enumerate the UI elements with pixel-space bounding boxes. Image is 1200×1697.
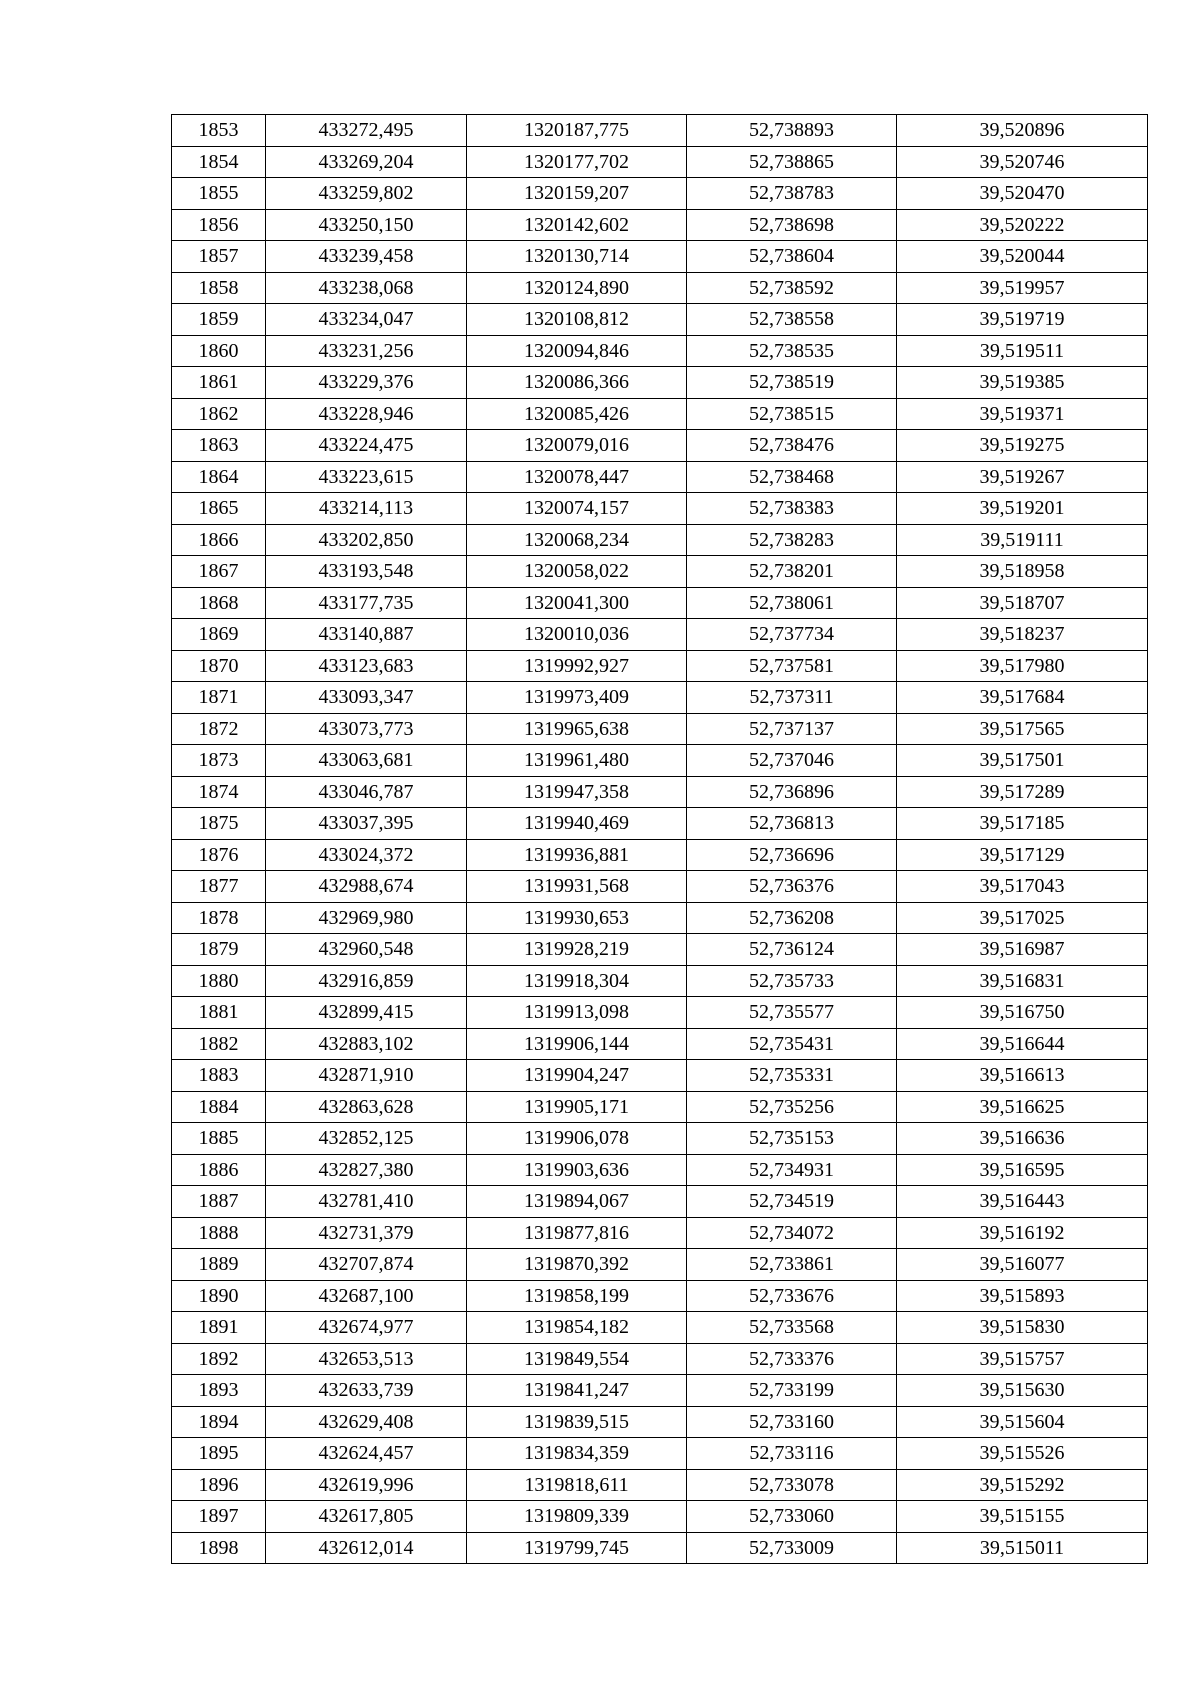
latitude-cell: 52,733060 (687, 1501, 897, 1533)
point-number-cell: 1855 (172, 178, 266, 210)
table-row (172, 146, 1148, 178)
latitude-cell: 52,735431 (687, 1028, 897, 1060)
table-row (172, 997, 1148, 1029)
longitude-cell: 39,516595 (897, 1154, 1148, 1186)
longitude-cell: 39,517129 (897, 839, 1148, 871)
longitude-cell: 39,518958 (897, 556, 1148, 588)
x-coordinate-cell: 432863,628 (266, 1091, 467, 1123)
latitude-cell: 52,738558 (687, 304, 897, 336)
x-coordinate-cell: 433063,681 (266, 745, 467, 777)
coordinates-table-body (172, 115, 1148, 1564)
latitude-cell: 52,738468 (687, 461, 897, 493)
table-row (172, 398, 1148, 430)
point-number-cell: 1879 (172, 934, 266, 966)
table-row (172, 335, 1148, 367)
y-coordinate-cell: 1319965,638 (467, 713, 687, 745)
longitude-cell: 39,516750 (897, 997, 1148, 1029)
y-coordinate-cell: 1319906,144 (467, 1028, 687, 1060)
longitude-cell: 39,519957 (897, 272, 1148, 304)
latitude-cell: 52,738515 (687, 398, 897, 430)
longitude-cell: 39,517185 (897, 808, 1148, 840)
table-row (172, 1343, 1148, 1375)
longitude-cell: 39,517565 (897, 713, 1148, 745)
longitude-cell: 39,520470 (897, 178, 1148, 210)
x-coordinate-cell: 433272,495 (266, 115, 467, 147)
point-number-cell: 1882 (172, 1028, 266, 1060)
point-number-cell: 1859 (172, 304, 266, 336)
x-coordinate-cell: 432969,980 (266, 902, 467, 934)
latitude-cell: 52,736696 (687, 839, 897, 871)
x-coordinate-cell: 433239,458 (266, 241, 467, 273)
table-row (172, 965, 1148, 997)
latitude-cell: 52,734072 (687, 1217, 897, 1249)
table-row (172, 1501, 1148, 1533)
latitude-cell: 52,738201 (687, 556, 897, 588)
table-row (172, 1123, 1148, 1155)
point-number-cell: 1866 (172, 524, 266, 556)
x-coordinate-cell: 433250,150 (266, 209, 467, 241)
longitude-cell: 39,516192 (897, 1217, 1148, 1249)
point-number-cell: 1864 (172, 461, 266, 493)
point-number-cell: 1863 (172, 430, 266, 462)
latitude-cell: 52,737734 (687, 619, 897, 651)
table-row (172, 493, 1148, 525)
longitude-cell: 39,520222 (897, 209, 1148, 241)
point-number-cell: 1881 (172, 997, 266, 1029)
latitude-cell: 52,733376 (687, 1343, 897, 1375)
point-number-cell: 1887 (172, 1186, 266, 1218)
latitude-cell: 52,738283 (687, 524, 897, 556)
y-coordinate-cell: 1320130,714 (467, 241, 687, 273)
table-row (172, 713, 1148, 745)
latitude-cell: 52,733078 (687, 1469, 897, 1501)
latitude-cell: 52,736208 (687, 902, 897, 934)
longitude-cell: 39,520746 (897, 146, 1148, 178)
x-coordinate-cell: 433231,256 (266, 335, 467, 367)
table-row (172, 1280, 1148, 1312)
y-coordinate-cell: 1320108,812 (467, 304, 687, 336)
latitude-cell: 52,733116 (687, 1438, 897, 1470)
latitude-cell: 52,738061 (687, 587, 897, 619)
table-row (172, 682, 1148, 714)
table-row (172, 178, 1148, 210)
y-coordinate-cell: 1319905,171 (467, 1091, 687, 1123)
longitude-cell: 39,516644 (897, 1028, 1148, 1060)
y-coordinate-cell: 1320094,846 (467, 335, 687, 367)
table-row (172, 1375, 1148, 1407)
longitude-cell: 39,515155 (897, 1501, 1148, 1533)
point-number-cell: 1860 (172, 335, 266, 367)
y-coordinate-cell: 1319839,515 (467, 1406, 687, 1438)
table-row (172, 619, 1148, 651)
x-coordinate-cell: 433214,113 (266, 493, 467, 525)
latitude-cell: 52,735331 (687, 1060, 897, 1092)
x-coordinate-cell: 432624,457 (266, 1438, 467, 1470)
x-coordinate-cell: 432731,379 (266, 1217, 467, 1249)
longitude-cell: 39,515757 (897, 1343, 1148, 1375)
longitude-cell: 39,516987 (897, 934, 1148, 966)
y-coordinate-cell: 1320085,426 (467, 398, 687, 430)
latitude-cell: 52,736813 (687, 808, 897, 840)
x-coordinate-cell: 432674,977 (266, 1312, 467, 1344)
point-number-cell: 1854 (172, 146, 266, 178)
table-row (172, 1438, 1148, 1470)
table-row (172, 430, 1148, 462)
y-coordinate-cell: 1319877,816 (467, 1217, 687, 1249)
point-number-cell: 1853 (172, 115, 266, 147)
point-number-cell: 1890 (172, 1280, 266, 1312)
point-number-cell: 1888 (172, 1217, 266, 1249)
table-row (172, 1091, 1148, 1123)
y-coordinate-cell: 1320177,702 (467, 146, 687, 178)
longitude-cell: 39,515830 (897, 1312, 1148, 1344)
x-coordinate-cell: 433140,887 (266, 619, 467, 651)
table-row (172, 1406, 1148, 1438)
point-number-cell: 1891 (172, 1312, 266, 1344)
latitude-cell: 52,738865 (687, 146, 897, 178)
table-row (172, 304, 1148, 336)
longitude-cell: 39,519719 (897, 304, 1148, 336)
y-coordinate-cell: 1319930,653 (467, 902, 687, 934)
y-coordinate-cell: 1319858,199 (467, 1280, 687, 1312)
longitude-cell: 39,519511 (897, 335, 1148, 367)
y-coordinate-cell: 1320041,300 (467, 587, 687, 619)
latitude-cell: 52,735153 (687, 1123, 897, 1155)
latitude-cell: 52,738592 (687, 272, 897, 304)
latitude-cell: 52,733199 (687, 1375, 897, 1407)
x-coordinate-cell: 432852,125 (266, 1123, 467, 1155)
latitude-cell: 52,736896 (687, 776, 897, 808)
x-coordinate-cell: 433238,068 (266, 272, 467, 304)
table-row (172, 272, 1148, 304)
point-number-cell: 1861 (172, 367, 266, 399)
y-coordinate-cell: 1320074,157 (467, 493, 687, 525)
latitude-cell: 52,738783 (687, 178, 897, 210)
y-coordinate-cell: 1319931,568 (467, 871, 687, 903)
point-number-cell: 1892 (172, 1343, 266, 1375)
table-row (172, 367, 1148, 399)
y-coordinate-cell: 1320159,207 (467, 178, 687, 210)
table-row (172, 745, 1148, 777)
y-coordinate-cell: 1320010,036 (467, 619, 687, 651)
point-number-cell: 1858 (172, 272, 266, 304)
latitude-cell: 52,736124 (687, 934, 897, 966)
y-coordinate-cell: 1319903,636 (467, 1154, 687, 1186)
point-number-cell: 1869 (172, 619, 266, 651)
longitude-cell: 39,516831 (897, 965, 1148, 997)
table-row (172, 1217, 1148, 1249)
y-coordinate-cell: 1319841,247 (467, 1375, 687, 1407)
longitude-cell: 39,515630 (897, 1375, 1148, 1407)
x-coordinate-cell: 432988,674 (266, 871, 467, 903)
longitude-cell: 39,517501 (897, 745, 1148, 777)
y-coordinate-cell: 1319849,554 (467, 1343, 687, 1375)
longitude-cell: 39,520896 (897, 115, 1148, 147)
x-coordinate-cell: 433229,376 (266, 367, 467, 399)
latitude-cell: 52,733676 (687, 1280, 897, 1312)
longitude-cell: 39,517684 (897, 682, 1148, 714)
longitude-cell: 39,519275 (897, 430, 1148, 462)
point-number-cell: 1862 (172, 398, 266, 430)
table-row (172, 524, 1148, 556)
y-coordinate-cell: 1320058,022 (467, 556, 687, 588)
table-row (172, 556, 1148, 588)
y-coordinate-cell: 1319870,392 (467, 1249, 687, 1281)
latitude-cell: 52,738604 (687, 241, 897, 273)
latitude-cell: 52,733568 (687, 1312, 897, 1344)
x-coordinate-cell: 432899,415 (266, 997, 467, 1029)
longitude-cell: 39,517025 (897, 902, 1148, 934)
latitude-cell: 52,738535 (687, 335, 897, 367)
point-number-cell: 1883 (172, 1060, 266, 1092)
point-number-cell: 1889 (172, 1249, 266, 1281)
longitude-cell: 39,517289 (897, 776, 1148, 808)
x-coordinate-cell: 432916,859 (266, 965, 467, 997)
y-coordinate-cell: 1319992,927 (467, 650, 687, 682)
point-number-cell: 1894 (172, 1406, 266, 1438)
latitude-cell: 52,738519 (687, 367, 897, 399)
x-coordinate-cell: 433093,347 (266, 682, 467, 714)
x-coordinate-cell: 432871,910 (266, 1060, 467, 1092)
latitude-cell: 52,738383 (687, 493, 897, 525)
y-coordinate-cell: 1320079,016 (467, 430, 687, 462)
y-coordinate-cell: 1319940,469 (467, 808, 687, 840)
point-number-cell: 1868 (172, 587, 266, 619)
table-row (172, 115, 1148, 147)
point-number-cell: 1872 (172, 713, 266, 745)
longitude-cell: 39,518237 (897, 619, 1148, 651)
y-coordinate-cell: 1320068,234 (467, 524, 687, 556)
y-coordinate-cell: 1319834,359 (467, 1438, 687, 1470)
y-coordinate-cell: 1319918,304 (467, 965, 687, 997)
y-coordinate-cell: 1319913,098 (467, 997, 687, 1029)
point-number-cell: 1875 (172, 808, 266, 840)
latitude-cell: 52,733861 (687, 1249, 897, 1281)
latitude-cell: 52,738476 (687, 430, 897, 462)
y-coordinate-cell: 1320124,890 (467, 272, 687, 304)
table-row (172, 1249, 1148, 1281)
x-coordinate-cell: 433228,946 (266, 398, 467, 430)
table-row (172, 241, 1148, 273)
point-number-cell: 1873 (172, 745, 266, 777)
x-coordinate-cell: 433259,802 (266, 178, 467, 210)
x-coordinate-cell: 433123,683 (266, 650, 467, 682)
longitude-cell: 39,520044 (897, 241, 1148, 273)
x-coordinate-cell: 432883,102 (266, 1028, 467, 1060)
point-number-cell: 1893 (172, 1375, 266, 1407)
longitude-cell: 39,516613 (897, 1060, 1148, 1092)
table-row (172, 776, 1148, 808)
y-coordinate-cell: 1319906,078 (467, 1123, 687, 1155)
table-row (172, 461, 1148, 493)
longitude-cell: 39,519267 (897, 461, 1148, 493)
latitude-cell: 52,737046 (687, 745, 897, 777)
table-row (172, 587, 1148, 619)
longitude-cell: 39,516636 (897, 1123, 1148, 1155)
point-number-cell: 1876 (172, 839, 266, 871)
longitude-cell: 39,519111 (897, 524, 1148, 556)
table-row (172, 934, 1148, 966)
x-coordinate-cell: 432619,996 (266, 1469, 467, 1501)
latitude-cell: 52,737137 (687, 713, 897, 745)
x-coordinate-cell: 433193,548 (266, 556, 467, 588)
longitude-cell: 39,519371 (897, 398, 1148, 430)
y-coordinate-cell: 1319928,219 (467, 934, 687, 966)
point-number-cell: 1874 (172, 776, 266, 808)
longitude-cell: 39,518707 (897, 587, 1148, 619)
x-coordinate-cell: 433202,850 (266, 524, 467, 556)
x-coordinate-cell: 432687,100 (266, 1280, 467, 1312)
x-coordinate-cell: 433024,372 (266, 839, 467, 871)
latitude-cell: 52,738698 (687, 209, 897, 241)
x-coordinate-cell: 433223,615 (266, 461, 467, 493)
latitude-cell: 52,737311 (687, 682, 897, 714)
longitude-cell: 39,515526 (897, 1438, 1148, 1470)
latitude-cell: 52,735256 (687, 1091, 897, 1123)
y-coordinate-cell: 1320078,447 (467, 461, 687, 493)
point-number-cell: 1867 (172, 556, 266, 588)
table-row (172, 808, 1148, 840)
longitude-cell: 39,516077 (897, 1249, 1148, 1281)
point-number-cell: 1880 (172, 965, 266, 997)
latitude-cell: 52,733009 (687, 1532, 897, 1564)
y-coordinate-cell: 1320086,366 (467, 367, 687, 399)
point-number-cell: 1857 (172, 241, 266, 273)
y-coordinate-cell: 1320142,602 (467, 209, 687, 241)
point-number-cell: 1897 (172, 1501, 266, 1533)
y-coordinate-cell: 1319961,480 (467, 745, 687, 777)
x-coordinate-cell: 432629,408 (266, 1406, 467, 1438)
x-coordinate-cell: 433224,475 (266, 430, 467, 462)
x-coordinate-cell: 432827,380 (266, 1154, 467, 1186)
latitude-cell: 52,737581 (687, 650, 897, 682)
latitude-cell: 52,735577 (687, 997, 897, 1029)
latitude-cell: 52,736376 (687, 871, 897, 903)
y-coordinate-cell: 1319854,182 (467, 1312, 687, 1344)
x-coordinate-cell: 432960,548 (266, 934, 467, 966)
table-row (172, 1532, 1148, 1564)
point-number-cell: 1878 (172, 902, 266, 934)
y-coordinate-cell: 1320187,775 (467, 115, 687, 147)
latitude-cell: 52,733160 (687, 1406, 897, 1438)
longitude-cell: 39,515011 (897, 1532, 1148, 1564)
x-coordinate-cell: 432617,805 (266, 1501, 467, 1533)
table-row (172, 902, 1148, 934)
point-number-cell: 1871 (172, 682, 266, 714)
x-coordinate-cell: 432612,014 (266, 1532, 467, 1564)
longitude-cell: 39,516443 (897, 1186, 1148, 1218)
longitude-cell: 39,515893 (897, 1280, 1148, 1312)
table-row (172, 209, 1148, 241)
table-row (172, 1186, 1148, 1218)
x-coordinate-cell: 433073,773 (266, 713, 467, 745)
x-coordinate-cell: 433234,047 (266, 304, 467, 336)
y-coordinate-cell: 1319904,247 (467, 1060, 687, 1092)
y-coordinate-cell: 1319799,745 (467, 1532, 687, 1564)
point-number-cell: 1856 (172, 209, 266, 241)
longitude-cell: 39,515604 (897, 1406, 1148, 1438)
longitude-cell: 39,516625 (897, 1091, 1148, 1123)
latitude-cell: 52,735733 (687, 965, 897, 997)
table-row (172, 1028, 1148, 1060)
point-number-cell: 1865 (172, 493, 266, 525)
x-coordinate-cell: 433037,395 (266, 808, 467, 840)
x-coordinate-cell: 432781,410 (266, 1186, 467, 1218)
table-row (172, 650, 1148, 682)
longitude-cell: 39,519201 (897, 493, 1148, 525)
y-coordinate-cell: 1319973,409 (467, 682, 687, 714)
x-coordinate-cell: 432633,739 (266, 1375, 467, 1407)
x-coordinate-cell: 433046,787 (266, 776, 467, 808)
point-number-cell: 1885 (172, 1123, 266, 1155)
point-number-cell: 1898 (172, 1532, 266, 1564)
longitude-cell: 39,515292 (897, 1469, 1148, 1501)
point-number-cell: 1896 (172, 1469, 266, 1501)
latitude-cell: 52,734931 (687, 1154, 897, 1186)
table-row (172, 1060, 1148, 1092)
point-number-cell: 1895 (172, 1438, 266, 1470)
table-row (172, 1469, 1148, 1501)
y-coordinate-cell: 1319936,881 (467, 839, 687, 871)
longitude-cell: 39,517043 (897, 871, 1148, 903)
table-row (172, 839, 1148, 871)
point-number-cell: 1877 (172, 871, 266, 903)
point-number-cell: 1884 (172, 1091, 266, 1123)
longitude-cell: 39,517980 (897, 650, 1148, 682)
longitude-cell: 39,519385 (897, 367, 1148, 399)
latitude-cell: 52,734519 (687, 1186, 897, 1218)
y-coordinate-cell: 1319894,067 (467, 1186, 687, 1218)
table-row (172, 1154, 1148, 1186)
x-coordinate-cell: 432653,513 (266, 1343, 467, 1375)
y-coordinate-cell: 1319818,611 (467, 1469, 687, 1501)
table-row (172, 871, 1148, 903)
table-row (172, 1312, 1148, 1344)
x-coordinate-cell: 432707,874 (266, 1249, 467, 1281)
point-number-cell: 1886 (172, 1154, 266, 1186)
coordinates-table (171, 114, 1148, 1564)
point-number-cell: 1870 (172, 650, 266, 682)
x-coordinate-cell: 433177,735 (266, 587, 467, 619)
latitude-cell: 52,738893 (687, 115, 897, 147)
y-coordinate-cell: 1319809,339 (467, 1501, 687, 1533)
x-coordinate-cell: 433269,204 (266, 146, 467, 178)
y-coordinate-cell: 1319947,358 (467, 776, 687, 808)
